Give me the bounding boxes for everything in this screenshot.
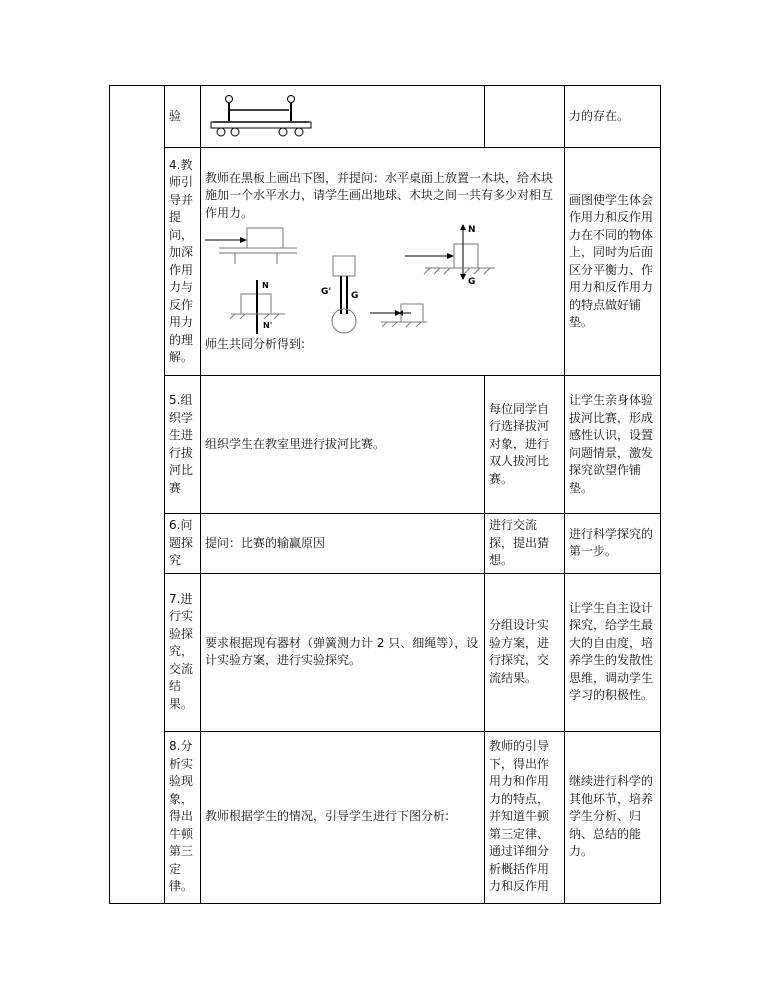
stage-cell: 6.问题探究 — [165, 514, 201, 574]
teacher-activity-cell: 提问：比赛的输赢原因 — [201, 514, 485, 574]
teacher-activity-cell — [201, 148, 565, 376]
table-row — [110, 86, 661, 148]
force-label-n-prime: N' — [263, 321, 273, 330]
teacher-activity-cell: 要求根据现有器材（弹簧测力计 2 只、细绳等），设计实验方案，进行实验探究。 — [201, 573, 485, 731]
design-purpose-cell: 力的存在。 — [565, 86, 661, 148]
teacher-question-text: 教师在黑板上画出下图，并提问：水平桌面上放置一木块，给木块施加一个水平水力，请学生画出地球、木块之间一共有多少对相互作用力。 — [205, 170, 554, 220]
force-label-g-prime: G' — [321, 287, 332, 297]
teacher-conclusion-text: 师生共同分析得到: — [205, 337, 306, 351]
design-purpose-cell: 继续进行科学的其他环节，培养学生分析、归纳、总结的能力。 — [565, 731, 661, 903]
student-activity-cell: 分组设计实验方案，进行探究，交流结果。 — [485, 573, 565, 731]
student-activity-cell: 每位同学自行选择拔河对象，进行双人拔河比赛。 — [485, 376, 565, 514]
outer-column-cell — [110, 86, 165, 904]
force-label-n: N — [468, 225, 476, 235]
lesson-plan-table — [109, 85, 661, 904]
force-label-n2: N — [262, 281, 269, 290]
table-row — [110, 376, 661, 514]
table-row — [110, 514, 661, 574]
table-row — [110, 148, 661, 376]
teacher-activity-cell: 教师根据学生的情况，引导学生进行下图分析: — [201, 731, 485, 903]
cart-figure — [205, 92, 315, 142]
stage-cell: 7.进行实验探究，交流结果。 — [165, 573, 201, 731]
student-activity-cell — [485, 86, 565, 148]
force-label-g: G — [468, 277, 476, 287]
stage-cell: 8.分析实验现象，得出牛顿第三定律。 — [165, 731, 201, 903]
design-purpose-cell: 让学生自主设计探究，给学生最大的自由度，培养学生的发散性思维，调动学生学习的积极性。 — [565, 573, 661, 731]
stage-cell: 验 — [165, 86, 201, 148]
force-diagram-figure — [205, 222, 505, 334]
table-row — [110, 731, 661, 903]
design-purpose-cell: 让学生亲身体验拔河比赛，形成感性认识，设置问题情景，激发探究欲望作铺垫。 — [565, 376, 661, 514]
design-purpose-cell: 进行科学探究的第一步。 — [565, 514, 661, 574]
student-activity-cell: 教师的引导下，得出作用力和作用力的特点，并知道牛顿第三定律、通过详细分析概括作用力和反作用 — [485, 731, 565, 903]
student-activity-cell: 进行交流探，提出猜想。 — [485, 514, 565, 574]
stage-cell: 4.教师引导并提问，加深作用力与反作用力的理解。 — [165, 148, 201, 376]
teacher-activity-cell — [201, 86, 485, 148]
force-label-g2: G — [351, 291, 359, 301]
stage-cell: 5.组织学生进行拔河比赛 — [165, 376, 201, 514]
design-purpose-cell: 画图使学生体会作用力和反作用力在不同的物体上，同时为后面区分平衡力、作用力和反作用力的特点做好铺垫。 — [565, 148, 661, 376]
teacher-activity-cell: 组织学生在教室里进行拔河比赛。 — [201, 376, 485, 514]
table-row — [110, 573, 661, 731]
